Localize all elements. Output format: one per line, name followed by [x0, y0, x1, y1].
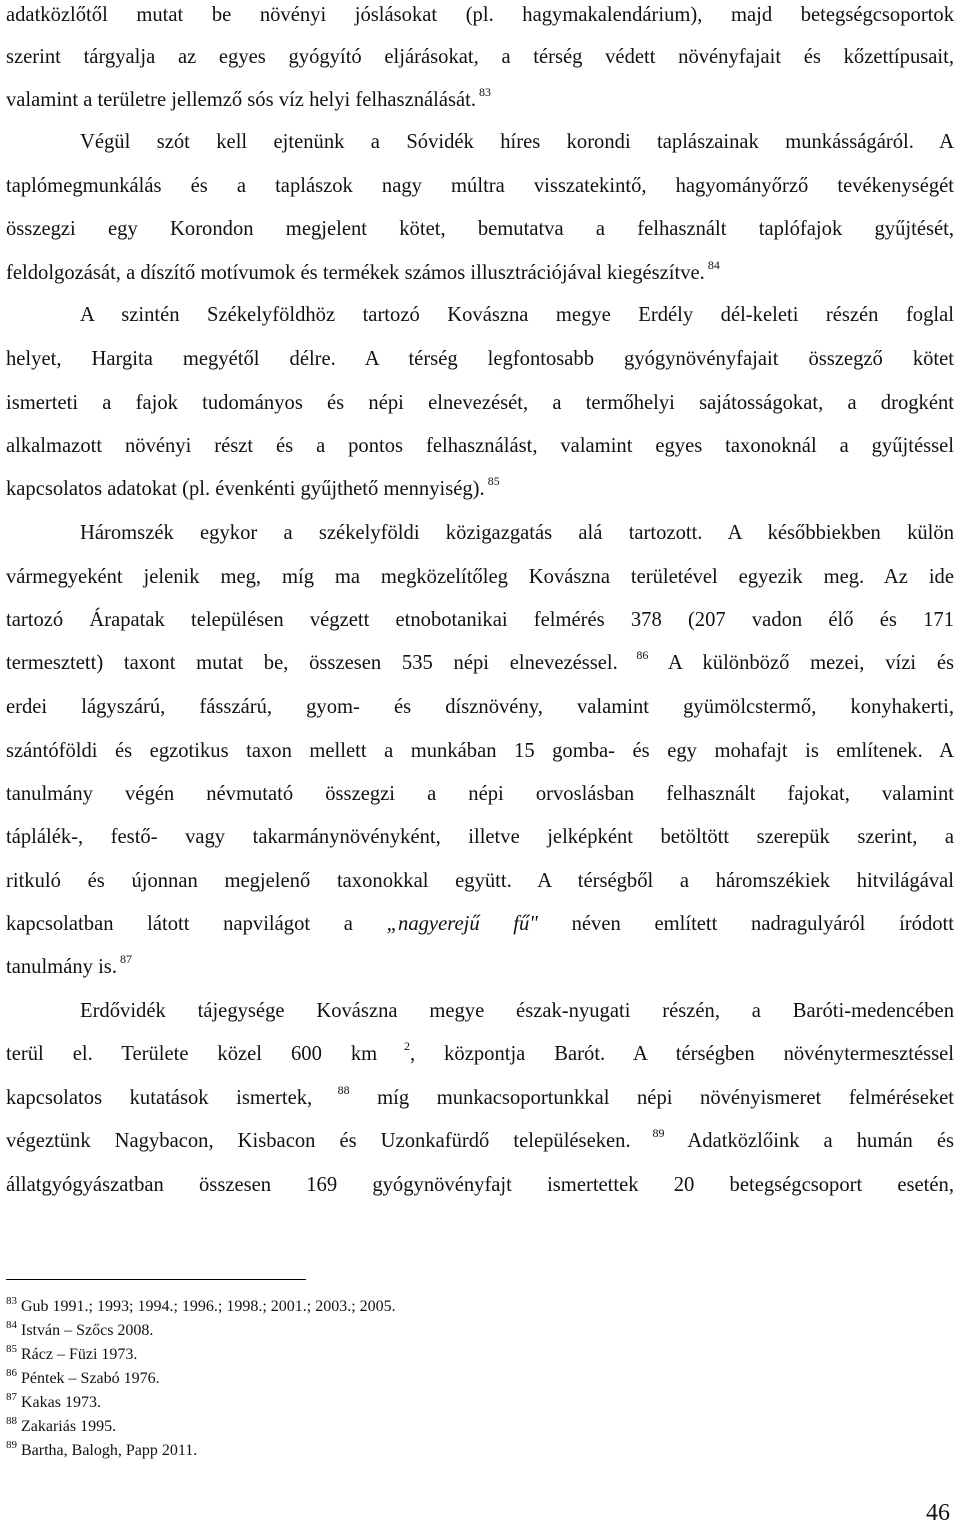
line-text: , központja Barót. A térségben növénytermesztéssel [410, 1043, 955, 1065]
line-text: kapcsolatban látott napvilágot a [6, 913, 387, 935]
text-line [6, 1039, 954, 1069]
text-line [6, 909, 954, 939]
footnote-ref[interactable]: 83 [476, 85, 492, 99]
footnote-ref[interactable]: 87 [116, 952, 132, 966]
line-text: szántóföldi és egzotikus taxon mellett a munkában 15 gomba- és egy mohafajt is említenek. A [6, 740, 954, 762]
footnote-ref[interactable]: 85 [484, 474, 500, 488]
text-line [6, 736, 954, 766]
footnote [6, 1417, 116, 1437]
text-line [6, 648, 954, 678]
footnote-number: 89 [6, 1439, 17, 1451]
italic-term: „nagyerejű fű" [386, 913, 538, 935]
text-line [6, 779, 954, 809]
line-text: Végül szót kell ejtenünk a Sóvidék híres korondi taplászainak munkásságáról. A [80, 131, 954, 153]
footnote [6, 1441, 197, 1461]
line-text: végeztünk Nagybacon, Kisbacon és Uzonkafürdő településeken. [6, 1130, 631, 1152]
line-text: erdei lágyszárú, fásszárú, gyom- és dísznövény, valamint gyümölcstermő, konyhakerti, [6, 696, 954, 718]
line-text: tartozó Árapatak településen végzett etnobotanikai felmérés 378 (207 vadon élő és 171 [6, 609, 954, 631]
line-text: kapcsolatos adatokat (pl. évenkénti gyűjthető mennyiség). [6, 478, 485, 500]
text-line [6, 952, 954, 982]
line-text: Erdővidék tájegysége Kovászna megye észak-nyugati részén, a Baróti-medencében [80, 1000, 954, 1022]
line-text: szerint tárgyalja az egyes gyógyító eljárásokat, a térség védett növényfajait és kőzettípusait, [6, 46, 954, 68]
footnote-number: 88 [6, 1415, 17, 1427]
line-text: feldolgozását, a díszítő motívumok és termékek számos illusztrációjával kiegészítve. [6, 262, 705, 284]
footnote-text: Kakas 1973. [17, 1394, 101, 1411]
footnote-ref[interactable]: 88 [312, 1083, 350, 1097]
line-text: A szintén Székelyföldhöz tartozó Kovászna megye Erdély dél-keleti részén foglal [80, 304, 954, 326]
text-line [6, 866, 954, 896]
line-text: taplómegmunkálás és a taplászok nagy múltra visszatekintő, hagyományőrző tevékenységét [6, 175, 954, 197]
footnote [6, 1345, 137, 1365]
line-text: terül el. Területe közel 600 km [6, 1043, 378, 1065]
footnote [6, 1393, 101, 1413]
footnote-number: 83 [6, 1295, 17, 1307]
line-text: alkalmazott növényi részt és a pontos felhasználást, valamint egyes taxonoknál a gyűjtéssel [6, 435, 954, 457]
text-line [6, 692, 954, 722]
line-text: néven említett nadragulyáról íródott [537, 913, 954, 935]
footnote-text: Rácz – Füzi 1973. [17, 1346, 138, 1363]
footnote-number: 87 [6, 1391, 17, 1403]
footnote [6, 1369, 160, 1389]
line-text: vármegyeként jelenik meg, míg ma megközelítőleg Kovászna területével egyezik meg. Az ide [6, 566, 954, 588]
text-line [6, 127, 954, 157]
line-text: összegzi egy Korondon megjelent kötet, bemutatva a felhasznált taplófajok gyűjtését, [6, 218, 954, 240]
line-text: ritkuló és újonnan megjelenő taxonokkal együtt. A térségből a háromszékiek hitvilágával [6, 870, 954, 892]
text-line [6, 1083, 954, 1113]
line-text: Adatközlőink a humán és [664, 1130, 954, 1152]
text-line [6, 605, 954, 635]
line-text: kapcsolatos kutatások ismertek, [6, 1087, 313, 1109]
text-line [6, 388, 954, 418]
text-line [6, 1126, 954, 1156]
text-line [6, 300, 954, 330]
footnote [6, 1297, 396, 1317]
text-line [6, 518, 954, 548]
page-number: 46 [926, 1500, 950, 1526]
footnote-divider [6, 1279, 306, 1280]
footnote-text: Bartha, Balogh, Papp 2011. [17, 1442, 198, 1459]
line-text: állatgyógyászatban összesen 169 gyógynövényfajt ismertettek 20 betegségcsoport esetén, [6, 1174, 954, 1196]
text-line [6, 431, 954, 461]
line-text: helyet, Hargita megyétől délre. A térség legfontosabb gyógynövényfajait összegző kötet [6, 348, 954, 370]
footnote-number: 85 [6, 1343, 17, 1355]
text-line [6, 42, 954, 72]
footnote-ref[interactable]: 86 [617, 648, 649, 662]
line-text: Háromszék egykor a székelyföldi közigazgatás alá tartozott. A későbbiekben külön [80, 522, 954, 544]
footnote-text: Gub 1991.; 1993; 1994.; 1996.; 1998.; 2001.; 2003.; 2005. [17, 1298, 396, 1315]
text-line [6, 822, 954, 852]
text-line [6, 562, 954, 592]
footnote-text: István – Szőcs 2008. [17, 1322, 154, 1339]
line-text: adatközlőtől mutat be növényi jóslásokat (pl. hagymakalendárium), majd betegségcsoportok [6, 4, 954, 26]
superscript: 2 [377, 1039, 410, 1053]
footnote-text: Péntek – Szabó 1976. [17, 1370, 160, 1387]
line-text: tanulmány is. [6, 956, 117, 978]
line-text: termesztett) taxont mutat be, összesen 535 népi elnevezéssel. [6, 652, 618, 674]
text-line [6, 1170, 954, 1200]
footnote-text: Zakariás 1995. [17, 1418, 117, 1435]
footnote-number: 84 [6, 1319, 17, 1331]
line-text: tanulmány végén névmutató összegzi a népi orvoslásban felhasznált fajokat, valamint [6, 783, 954, 805]
text-line [6, 996, 954, 1026]
text-line [6, 474, 954, 504]
line-text: valamint a területre jellemző sós víz helyi felhasználását. [6, 89, 477, 111]
text-line [6, 214, 954, 244]
line-text: ismerteti a fajok tudományos és népi elnevezését, a termőhelyi sajátosságokat, a drogként [6, 392, 954, 414]
footnote-ref[interactable]: 89 [630, 1126, 665, 1140]
text-line [6, 0, 954, 30]
text-line [6, 85, 954, 115]
line-text: táplálék-, festő- vagy takarmánynövényként, illetve jelképként betöltött szerepük szerint, a [6, 826, 954, 848]
line-text: míg munkacsoportunkkal népi növényismeret felméréseket [349, 1087, 955, 1109]
footnote-number: 86 [6, 1367, 17, 1379]
footnote [6, 1321, 153, 1341]
text-line [6, 171, 954, 201]
line-text: A különböző mezei, vízi és [648, 652, 954, 674]
footnote-ref[interactable]: 84 [704, 258, 720, 272]
text-line [6, 344, 954, 374]
text-line [6, 258, 954, 288]
